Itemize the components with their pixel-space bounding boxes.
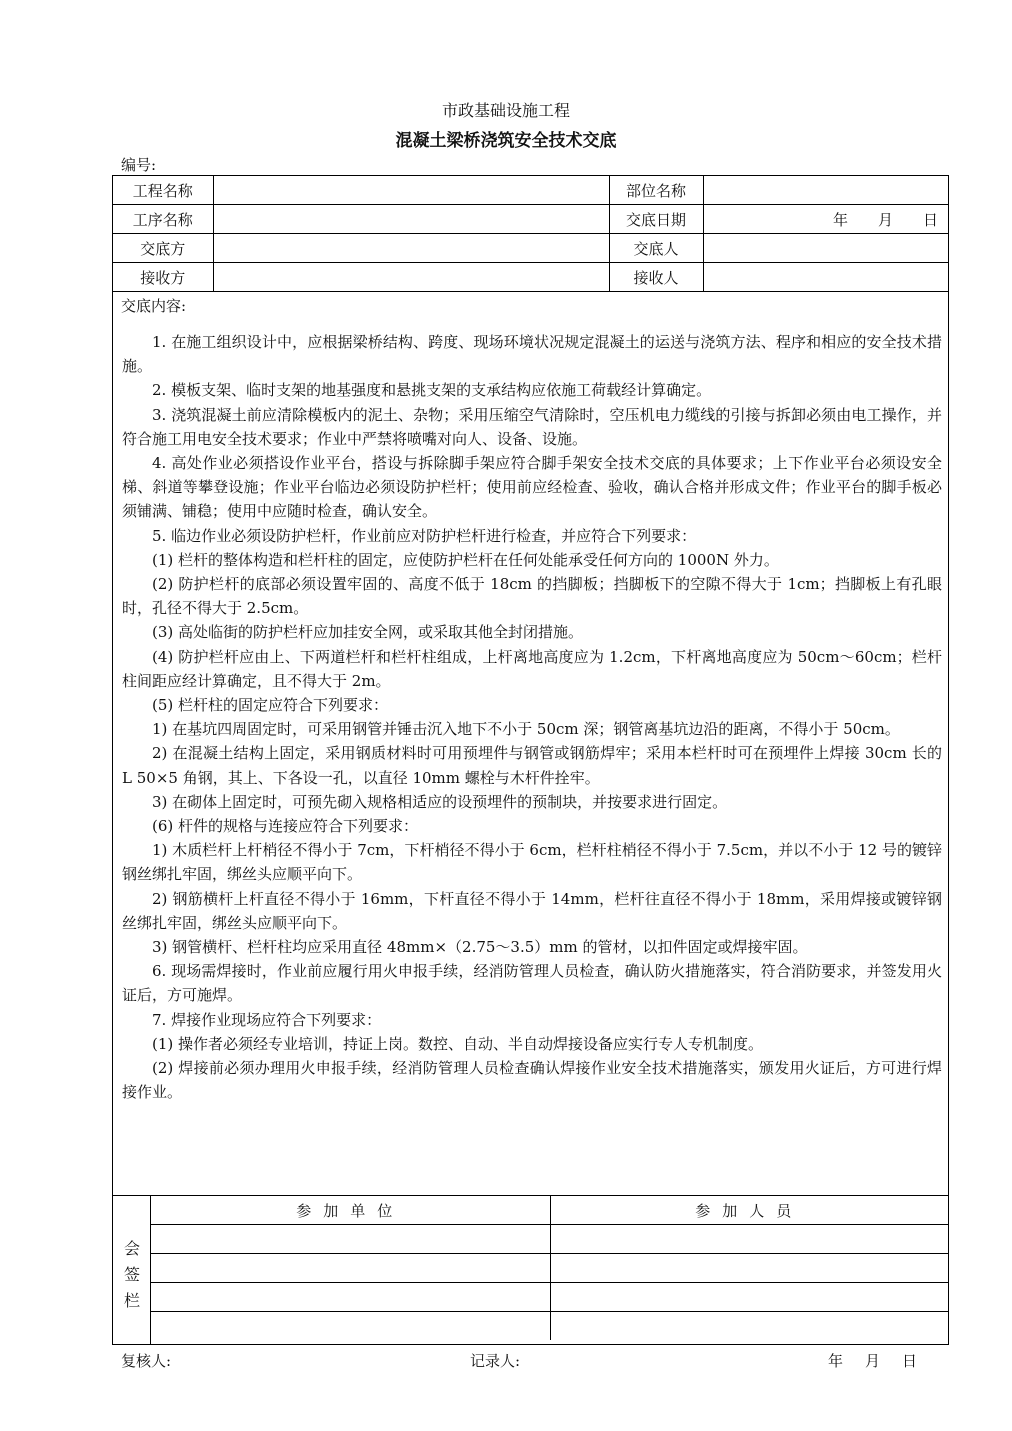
serial-number-label: 编号: xyxy=(121,156,157,174)
issuer-party-field[interactable] xyxy=(213,234,609,263)
process-name-field[interactable] xyxy=(213,205,609,234)
content-paragraph: (2) 焊接前必须办理用火申报手续，经消防管理人员检查确认焊接作业安全技术措施落实，颁发用火证后，方可进行焊接作业。 xyxy=(122,1059,942,1102)
issuer-person-field[interactable] xyxy=(703,234,948,263)
signoff-label-char: 签 xyxy=(123,1265,140,1284)
content-paragraph: 6. 现场需焊接时，作业前应履行用火申报手续，经消防管理人员检查，确认防火措施落实，符合消防要求，并签发用火证后，方可施焊。 xyxy=(122,962,942,1005)
signoff-label-char: 会 xyxy=(123,1239,140,1258)
content-paragraph: 1) 在基坑四周固定时，可采用钢管并锤击沉入地下不小于 50cm 深；钢管离基坑边沿的距离，不得小于 50cm。 xyxy=(152,720,900,739)
footer-date xyxy=(828,1350,939,1371)
person-field[interactable] xyxy=(550,1312,948,1341)
issuer-party-label: 交底方 xyxy=(113,234,213,263)
receiver-party-field[interactable] xyxy=(213,263,609,292)
content-paragraph: 2) 钢筋横杆上杆直径不得小于 16mm，下杆直径不得小于 14mm，栏杆往直径不得小于 18mm，采用焊接或镀锌钢丝绑扎牢固，绑丝头应顺平向下。 xyxy=(122,889,942,932)
date-label: 交底日期 xyxy=(609,205,703,234)
signoff-label xyxy=(113,1196,151,1345)
receiver-person-label: 接收人 xyxy=(609,263,703,292)
unit-field[interactable] xyxy=(151,1225,550,1254)
document-title: 混凝土梁桥浇筑安全技术交底 xyxy=(395,131,617,151)
issuer-person-label: 交底人 xyxy=(609,234,703,263)
signoff-row xyxy=(151,1254,948,1283)
content-paragraph: 3. 浇筑混凝土前应清除模板内的泥土、杂物；采用压缩空气清除时，空压机电力缆线的引接与拆卸必须由电工操作，并符合施工用电安全技术要求；作业中严禁将喷嘴对向人、设备、设施。 xyxy=(122,405,942,448)
receiver-person-field[interactable] xyxy=(703,263,948,292)
part-name-field[interactable] xyxy=(703,176,948,205)
person-field[interactable] xyxy=(550,1254,948,1283)
info-row-project xyxy=(113,176,948,205)
form-frame xyxy=(112,175,949,1345)
signoff-row xyxy=(151,1312,948,1341)
date-field[interactable] xyxy=(703,205,948,234)
signoff-section xyxy=(113,1195,948,1345)
unit-field[interactable] xyxy=(151,1254,550,1283)
unit-field[interactable] xyxy=(151,1283,550,1312)
recorder-label: 记录人: xyxy=(470,1352,521,1370)
person-field[interactable] xyxy=(550,1225,948,1254)
signoff-row xyxy=(151,1283,948,1312)
content-paragraph: 2) 在混凝土结构上固定，采用钢质材料时可用预埋件与钢管或钢筋焊牢；采用本栏杆时可在预埋件上焊接 30cm 长的 L 50×5 角钢，其上、下各设一孔，以直径 10mm 螺栓与木杆件拴牢。 xyxy=(122,744,942,787)
signoff-table xyxy=(151,1196,948,1340)
footer-year: 年 xyxy=(828,1352,844,1370)
info-row-issuer xyxy=(113,234,948,263)
content-paragraph: (1) 栏杆的整体构造和栏杆柱的固定，应使防护栏杆在任何处能承受任何方向的 1000N 外力。 xyxy=(152,550,779,569)
reviewer-label: 复核人: xyxy=(121,1352,172,1370)
content-paragraph: (2) 防护栏杆的底部必须设置牢固的、高度不低于 18cm 的挡脚板；挡脚板下的空隙不得大于 1cm；挡脚板上有孔眼时，孔径不得大于 2.5cm。 xyxy=(122,575,942,618)
content-paragraph: 1. 在施工组织设计中，应根据梁桥结构、跨度、现场环境状况规定混凝土的运送与浇筑方法、程序和相应的安全技术措施。 xyxy=(122,333,942,376)
content-paragraph: 4. 高处作业必须搭设作业平台，搭设与拆除脚手架应符合脚手架安全技术交底的具体要求；上下作业平台必须设安全梯、斜道等攀登设施；作业平台临边必须设防护栏杆；使用前应经检查、验收，确认合格并形成文件；作业平台的脚手板必须铺满、铺稳；使用中应随时检查，确认安全。 xyxy=(122,454,942,521)
content-paragraph: (1) 操作者必须经专业培训，持证上岗。数控、自动、半自动焊接设备应实行专人专机制度。 xyxy=(152,1034,764,1053)
content-paragraph: (6) 杆件的规格与连接应符合下列要求： xyxy=(152,817,419,836)
project-name-field[interactable] xyxy=(213,176,609,205)
info-row-receiver xyxy=(113,263,948,292)
footer-month: 月 xyxy=(865,1352,881,1370)
content-paragraph: 5. 临边作业必须设防护栏杆，作业前应对防护栏杆进行检查，并应符合下列要求： xyxy=(152,526,697,545)
date-month: 月 xyxy=(877,210,893,229)
date-year: 年 xyxy=(832,210,848,229)
signoff-row xyxy=(151,1225,948,1254)
person-column-header: 参加人员 xyxy=(550,1196,948,1225)
info-row-process xyxy=(113,205,948,234)
signoff-header-row xyxy=(151,1196,948,1225)
process-name-label: 工序名称 xyxy=(113,205,213,234)
document-subtitle: 市政基础设施工程 xyxy=(441,101,570,120)
content-label: 交底内容: xyxy=(121,297,187,315)
content-paragraph: (4) 防护栏杆应由上、下两道栏杆和栏杆柱组成，上杆离地高度应为 1.2cm，下杆离地高度应为 50cm～60cm；栏杆柱间距应经计算确定，且不得大于 2m。 xyxy=(122,647,942,690)
signoff-label-char: 栏 xyxy=(123,1291,140,1310)
content-body xyxy=(122,330,942,1105)
footer-day: 日 xyxy=(902,1352,918,1370)
person-field[interactable] xyxy=(550,1283,948,1312)
content-paragraph: (5) 栏杆柱的固定应符合下列要求： xyxy=(152,696,389,715)
content-paragraph: 1) 木质栏杆上杆梢径不得小于 7cm，下杆梢径不得小于 6cm，栏杆柱梢径不得小于 7.5cm，并以不小于 12 号的镀锌钢丝绑扎牢固，绑丝头应顺平向下。 xyxy=(122,841,942,884)
content-paragraph: (3) 高处临街的防护栏杆应加挂安全网，或采取其他全封闭措施。 xyxy=(152,623,584,642)
unit-column-header: 参加单位 xyxy=(151,1196,550,1225)
content-paragraph: 3) 在砌体上固定时，可预先砌入规格相适应的设预埋件的预制块，并按要求进行固定。 xyxy=(152,792,728,811)
date-day: 日 xyxy=(922,210,938,229)
unit-field[interactable] xyxy=(151,1312,550,1341)
content-paragraph: 2. 模板支架、临时支架的地基强度和悬挑支架的支承结构应依施工荷载经计算确定。 xyxy=(152,381,712,400)
receiver-party-label: 接收方 xyxy=(113,263,213,292)
content-paragraph: 3) 钢管横杆、栏杆柱均应采用直径 48mm×（2.75～3.5）mm 的管材，以扣件固定或焊接牢固。 xyxy=(152,938,808,957)
content-paragraph: 7. 焊接作业现场应符合下列要求： xyxy=(152,1010,382,1029)
project-name-label: 工程名称 xyxy=(113,176,213,205)
part-name-label: 部位名称 xyxy=(609,176,703,205)
info-table xyxy=(113,176,948,292)
